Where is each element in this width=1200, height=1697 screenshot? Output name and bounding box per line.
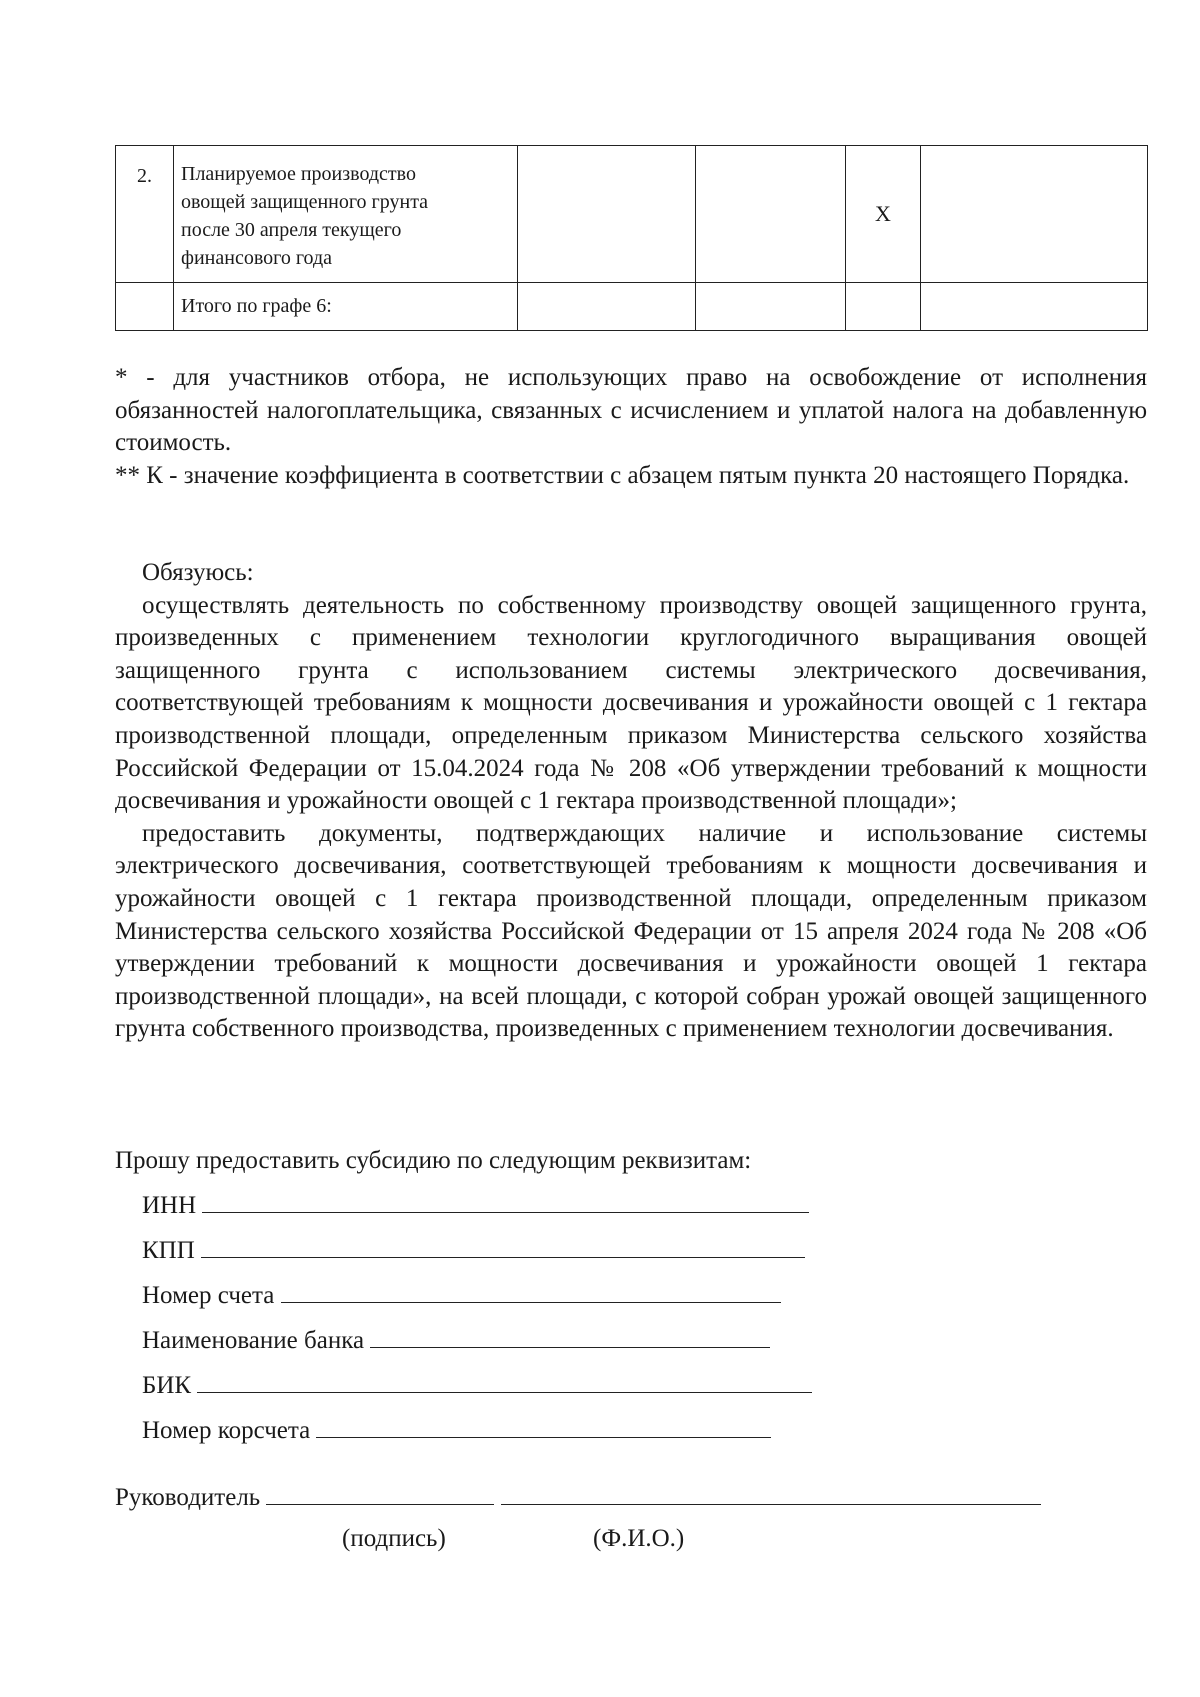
bik-label: БИК (142, 1372, 192, 1399)
x-mark: X (875, 201, 891, 226)
row-description-line: Планируемое производство (181, 163, 416, 185)
signature-line[interactable] (266, 1479, 494, 1505)
table-cell (696, 146, 846, 283)
table-row (116, 146, 1148, 283)
row-number: 2. (137, 165, 152, 187)
full-name-caption: (Ф.И.О.) (593, 1525, 685, 1552)
kpp-field-line[interactable] (201, 1232, 805, 1258)
row-number-cell (116, 146, 174, 283)
commitment-paragraph-activity: осуществлять деятельность по собственному производству овощей защищенного грунта, произведенных с применением технологии круглогодичного выращивания овощей защищенного грунта с использованием системы электрического досвечивания, соответствующей требованиям к мощности досвечивания и урожайности овощей с 1 гектара производственной площади, определенным приказом Министерства сельского хозяйства Российской Федерации от 15.04.2024 года № 208 «Об утверждении требований к мощности досвечивания и урожайности овощей с 1 гектара производственной площади»; (115, 591, 1147, 815)
total-label: Итого по графе 6: (181, 295, 332, 317)
bank-label: Наименование банка (142, 1327, 365, 1354)
requisite-bank (142, 1322, 770, 1357)
table-cell (921, 283, 1148, 331)
head-label: Руководитель (115, 1484, 261, 1511)
corr-account-label: Номер корсчета (142, 1417, 311, 1444)
row-description-line: финансового года (181, 247, 333, 269)
table-cell (696, 283, 846, 331)
footnote-coefficient: ** К - значение коэффициента в соответствии с абзацем пятым пункта 20 настоящего Порядка. (115, 461, 1130, 489)
commitment-paragraph-documents: предоставить документы, подтверждающих наличие и использование системы электрического досвечивания, соответствующей требованиям к мощности досвечивания и урожайности овощей с 1 гектара производственной площади, определенным приказом Министерства сельского хозяйства Российской Федерации от 15 апреля 2024 года № 208 «Об утверждении требований к мощности досвечивания и урожайности овощей 1 гектара производственной площади», на всей площади, с которой собран урожай овощей защищенного грунта собственного производства, произведенных с применением технологии досвечивания. (115, 819, 1147, 1043)
full-name-line[interactable] (501, 1479, 1041, 1505)
total-label-cell (174, 283, 518, 331)
requisite-corr-account (142, 1412, 771, 1447)
kpp-label: КПП (142, 1237, 195, 1264)
table-row-total (116, 283, 1148, 331)
row-description-line: овощей защищенного грунта (181, 191, 429, 213)
table-cell (846, 283, 921, 331)
row-description-line: после 30 апреля текущего (181, 219, 402, 241)
requisites-title: Прошу предоставить субсидию по следующим реквизитам: (115, 1147, 752, 1174)
requisite-kpp (142, 1232, 805, 1267)
inn-label: ИНН (142, 1192, 197, 1219)
commitment-heading: Обязуюсь: (142, 559, 254, 586)
bik-field-line[interactable] (197, 1367, 812, 1393)
requisite-account (142, 1277, 781, 1312)
footnotes (115, 362, 1147, 492)
account-label: Номер счета (142, 1282, 275, 1309)
requisite-bik (142, 1367, 812, 1402)
mark-cell (846, 146, 921, 283)
row-description-cell (174, 146, 518, 283)
corr-account-field-line[interactable] (316, 1412, 771, 1438)
signature-block (115, 1479, 1041, 1514)
table-cell (116, 283, 174, 331)
footnote-vat: * - для участников отбора, не использующих право на освобождение от исполнения обязанностей налогоплательщика, связанных с исчислением и уплатой налога на добавленную стоимость. (115, 364, 1147, 457)
account-field-line[interactable] (281, 1277, 781, 1303)
commitment-section (115, 557, 1147, 1046)
table-cell (518, 146, 696, 283)
inn-field-line[interactable] (202, 1187, 809, 1213)
table-cell (921, 146, 1148, 283)
subsidy-table (115, 145, 1148, 331)
signature-caption: (подпись) (342, 1525, 446, 1552)
table-cell (518, 283, 696, 331)
bank-field-line[interactable] (370, 1322, 770, 1348)
requisite-inn (142, 1187, 809, 1222)
